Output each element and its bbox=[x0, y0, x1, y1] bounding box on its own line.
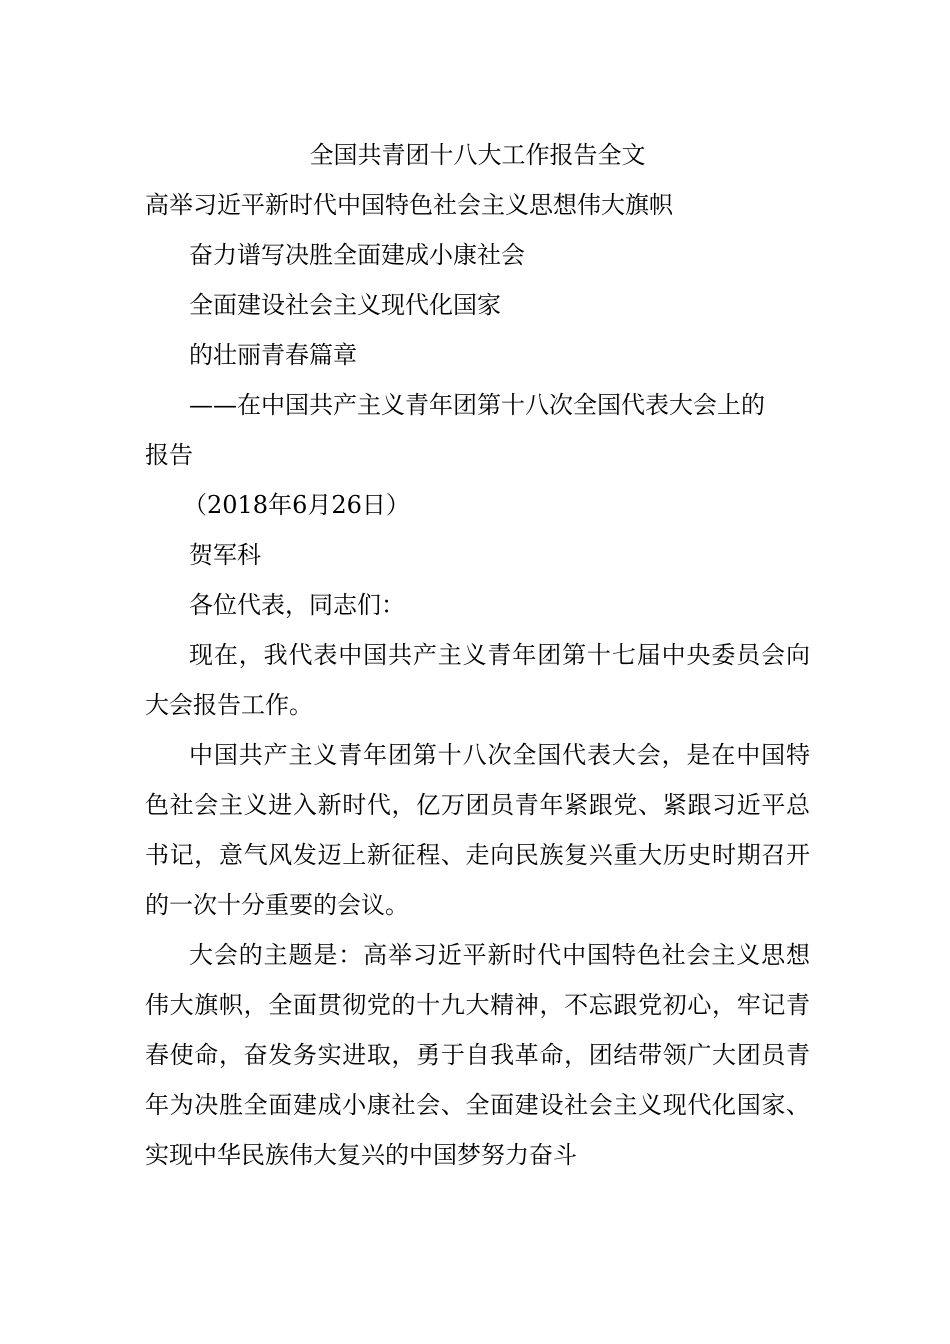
body-paragraph-1: 现在，我代表中国共产主义青年团第十七届中央委员会向大会报告工作。 bbox=[145, 641, 810, 719]
heading-line-1: 高举习近平新时代中国特色社会主义思想伟大旗帜 bbox=[145, 191, 673, 219]
heading-line-4: 的壮丽青春篇章 bbox=[189, 341, 357, 369]
document-title: 全国共青团十八大工作报告全文 bbox=[309, 141, 646, 169]
subtitle-line-1: ——在中国共产主义青年团第十八次全国代表大会上的 bbox=[189, 391, 765, 419]
heading-line-3: 全面建设社会主义现代化国家 bbox=[189, 291, 501, 319]
subtitle-line-2: 报告 bbox=[145, 441, 193, 469]
document-page bbox=[145, 130, 810, 1180]
body-paragraph-3: 大会的主题是：高举习近平新时代中国特色社会主义思想伟大旗帜，全面贯彻党的十九大精神，不忘跟党初心，牢记青春使命，奋发务实进取，勇于自我革命，团结带领广大团员青年为决胜全面建成小康社会、全面建设社会主义现代化国家、实现中华民族伟大复兴的中国梦努力奋斗 bbox=[145, 941, 810, 1169]
report-date: （2018年6月26日） bbox=[183, 491, 410, 519]
salutation: 各位代表，同志们： bbox=[189, 591, 405, 619]
heading-line-2: 奋力谱写决胜全面建成小康社会 bbox=[189, 241, 525, 269]
body-paragraph-2: 中国共产主义青年团第十八次全国代表大会，是在中国特色社会主义进入新时代，亿万团员青年紧跟党、紧跟习近平总书记，意气风发迈上新征程、走向民族复兴重大历史时期召开的一次十分重要的会议。 bbox=[145, 741, 810, 919]
author-name: 贺军科 bbox=[189, 541, 261, 569]
